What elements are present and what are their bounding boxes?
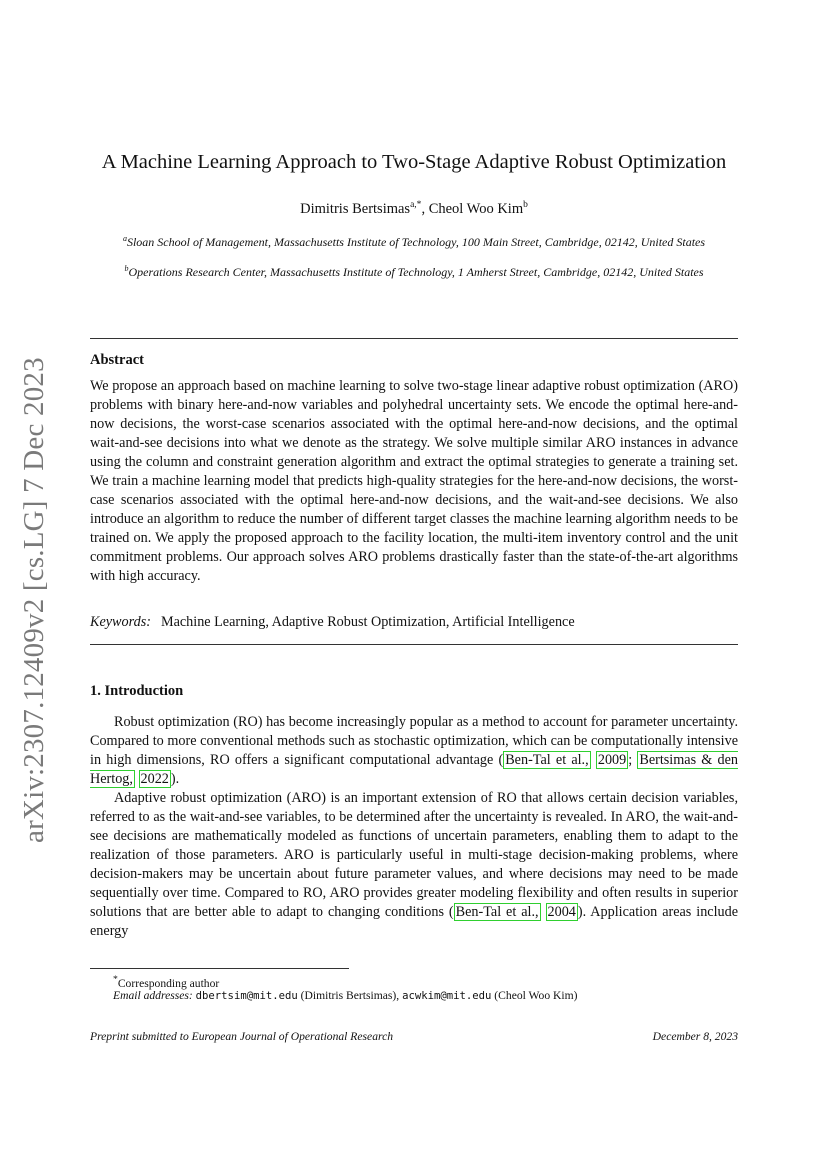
affiliation-mark: b: [124, 264, 129, 273]
paragraph: [90, 789, 738, 941]
keywords-label: Keywords:: [90, 614, 151, 630]
author-affiliation-mark: a,*: [410, 200, 422, 210]
footnote-rule: [90, 968, 349, 969]
footnote-emails: [113, 988, 753, 1004]
citation-link[interactable]: Ben-Tal et al.,: [505, 752, 589, 768]
introduction-body: [90, 713, 738, 941]
email-address[interactable]: acwkim@mit.edu: [402, 990, 492, 1002]
abstract-body: We propose an approach based on machine learning to solve two-stage linear adaptive robust optimization (ARO) problems with binary here-and-now variables and polyhedral uncertainty sets. We encode the optimal here-and-now decisions, the worst-case scenarios associated with the optimal here-and-now decisions, and the optimal wait-and-see decisions into what we denote as the strategy. We solve multiple similar ARO instances in advance using the column and constraint generation algorithm and extract the optimal strategies to generate a training set. We train a machine learning model that predicts high-quality strategies for the here-and-now decisions, the worst-case scenarios associated with the optimal here-and-now decisions, and the wait-and-see decisions. We also introduce an algorithm to reduce the number of different target classes the machine learning algorithm needs to be trained on. We apply the proposed approach to the facility location, the multi-item inventory control and the unit commitment problems. Our approach solves ARO problems drastically faster than the state-of-the-art algorithms with high accuracy.: [90, 378, 738, 584]
affiliation-b: [90, 261, 738, 280]
affiliation-a: [90, 231, 738, 250]
email-label: Email addresses:: [113, 989, 193, 1002]
paragraph-text: ).: [170, 771, 180, 787]
preprint-notice: Preprint submitted to European Journal of Operational Research: [90, 1030, 394, 1043]
citation-link[interactable]: 2022: [140, 771, 169, 787]
author-name: Dimitris Bertsimas: [300, 200, 411, 217]
keywords-line: [90, 614, 575, 631]
citation-link[interactable]: Ben-Tal et al.,: [455, 904, 539, 920]
affiliation-mark: a: [122, 234, 127, 243]
citation-link[interactable]: 2009: [597, 752, 627, 768]
citation-separator: ;: [628, 752, 638, 768]
section-heading: 1. Introduction: [90, 683, 184, 699]
abstract-top-rule: [90, 338, 738, 339]
arxiv-identifier: arXiv:2307.12409v2 [cs.LG] 7 Dec 2023: [18, 357, 50, 843]
paragraph: [90, 713, 738, 789]
author-name: Cheol Woo Kim: [428, 200, 524, 217]
citation-link[interactable]: 2004: [547, 904, 576, 920]
email-address[interactable]: dbertsim@mit.edu: [195, 990, 298, 1002]
affiliation-text: Operations Research Center, Massachusetts Institute of Technology, 1 Amherst Street, Cambridge, 02142, United States: [128, 265, 704, 279]
footnote-text: Corresponding author: [117, 976, 220, 990]
abstract-heading: Abstract: [90, 352, 144, 368]
paper-title: A Machine Learning Approach to Two-Stage Adaptive Robust Optimization: [101, 151, 727, 173]
author-separator: ,: [421, 200, 429, 217]
footnote-mark: *: [113, 974, 118, 985]
author-affiliation-mark: b: [523, 200, 528, 210]
keywords-text: Machine Learning, Adaptive Robust Optimization, Artificial Intelligence: [160, 614, 575, 630]
author-line: [0, 200, 828, 218]
citation-link[interactable]: Bertsimas & den Hertog,: [90, 752, 738, 787]
abstract-bottom-rule: [90, 644, 738, 645]
paragraph-text: ). Application areas include energy: [90, 904, 739, 939]
preprint-date: December 8, 2023: [652, 1030, 738, 1043]
affiliation-text: Sloan School of Management, Massachusetts Institute of Technology, 100 Main Street, Cambridge, 02142, United States: [126, 235, 706, 249]
paragraph-text: Robust optimization (RO) has become increasingly popular as a method to account for parameter uncertainty. Compared to more conventional methods such as stochastic optimization, which can be computationally intensive in high dimensions, RO offers a significant computational advantage (: [90, 714, 738, 768]
email-owner: (Cheol Woo Kim): [494, 989, 578, 1002]
paragraph-text: Adaptive robust optimization (ARO) is an important extension of RO that allows certain decision variables, referred to as the wait-and-see variables, to be determined after the uncertainty is revealed. In ARO, the wait-and-see decisions are mathematically modeled as functions of uncertain parameters, enabling them to adapt to the realization of those parameters. ARO is particularly useful in multi-stage decision-making problems, where decision-makers may be uncertain about future parameter values, and where decisions may need to be made sequentially over time. Compared to RO, ARO provides greater modeling flexibility and often results in superior solutions that are better able to adapt to changing conditions (: [90, 790, 738, 920]
email-owner: (Dimitris Bertsimas),: [300, 989, 400, 1002]
